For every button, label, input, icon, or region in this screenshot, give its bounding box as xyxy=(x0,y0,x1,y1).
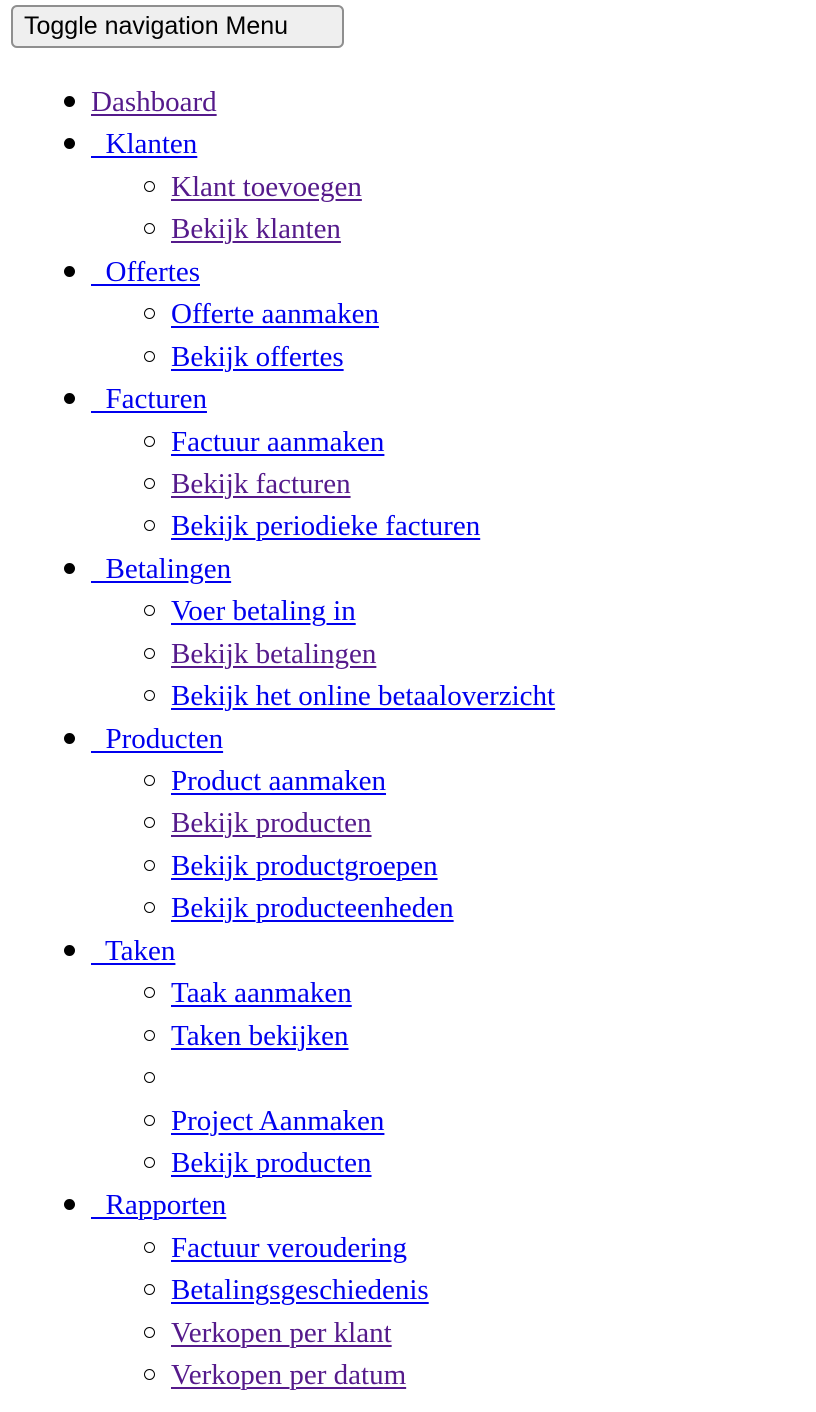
bekijk-periodieke-facturen-link[interactable]: Bekijk periodieke facturen xyxy=(171,510,481,543)
submenu-item xyxy=(0,1227,816,1269)
circle-bullet-icon xyxy=(144,1327,155,1338)
factuur-aanmaken-link[interactable]: Factuur aanmaken xyxy=(171,425,385,458)
klanten-link[interactable]: Klanten xyxy=(91,128,198,161)
bekijk-producteenheden-link[interactable]: Bekijk producteenheden xyxy=(171,892,454,925)
betalingen-link[interactable]: Betalingen xyxy=(91,552,232,585)
circle-bullet-icon xyxy=(144,987,155,998)
bekijk-klanten-link[interactable]: Bekijk klanten xyxy=(171,213,341,246)
betalingsgeschiedenis-link[interactable]: Betalingsgeschiedenis xyxy=(171,1274,429,1307)
circle-bullet-icon xyxy=(144,1115,155,1126)
circle-bullet-icon xyxy=(144,223,155,234)
toggle-navigation-button[interactable]: Toggle navigation Menu xyxy=(11,5,344,48)
klant-toevoegen-link[interactable]: Klant toevoegen xyxy=(171,170,362,203)
menu-item-betalingen xyxy=(0,548,816,590)
circle-bullet-icon xyxy=(144,520,155,531)
submenu-item xyxy=(0,421,816,463)
disc-bullet-icon xyxy=(64,563,75,574)
circle-bullet-icon xyxy=(144,181,155,192)
menu-item-dashboard xyxy=(0,81,816,123)
submenu-item xyxy=(0,1312,816,1354)
submenu-item xyxy=(0,633,816,675)
circle-bullet-icon xyxy=(144,1284,155,1295)
bekijk-facturen-link[interactable]: Bekijk facturen xyxy=(171,467,351,500)
producten-link[interactable]: Producten xyxy=(91,722,224,755)
submenu-item xyxy=(0,208,816,250)
submenu-item xyxy=(0,887,816,929)
bekijk-producten-link[interactable]: Bekijk producten xyxy=(171,807,372,840)
menu-item-taken xyxy=(0,930,816,972)
submenu-item xyxy=(0,166,816,208)
project-aanmaken-link[interactable]: Project Aanmaken xyxy=(171,1104,385,1137)
circle-bullet-icon xyxy=(144,1030,155,1041)
menu-item-rapporten xyxy=(0,1184,816,1226)
circle-bullet-icon xyxy=(144,478,155,489)
submenu-item xyxy=(0,675,816,717)
factuur-veroudering-link[interactable]: Factuur veroudering xyxy=(171,1231,407,1264)
taken-bekijken-link[interactable]: Taken bekijken xyxy=(171,1019,349,1052)
circle-bullet-icon xyxy=(144,436,155,447)
navigation-menu xyxy=(0,81,816,1397)
verkopen-per-datum-link[interactable]: Verkopen per datum xyxy=(171,1359,407,1392)
bekijk-productgroepen-link[interactable]: Bekijk productgroepen xyxy=(171,849,438,882)
circle-bullet-icon xyxy=(144,648,155,659)
circle-bullet-icon xyxy=(144,1242,155,1253)
circle-bullet-icon xyxy=(144,775,155,786)
submenu-item xyxy=(0,1354,816,1396)
bekijk-online-betaaloverzicht-link[interactable]: Bekijk het online betaaloverzicht xyxy=(171,680,556,713)
menu-item-klanten xyxy=(0,123,816,165)
submenu-item xyxy=(0,336,816,378)
submenu-item xyxy=(0,760,816,802)
disc-bullet-icon xyxy=(64,733,75,744)
submenu-item xyxy=(0,1100,816,1142)
circle-bullet-icon xyxy=(144,308,155,319)
menu-item-offertes xyxy=(0,251,816,293)
submenu-item xyxy=(0,845,816,887)
circle-bullet-icon xyxy=(144,902,155,913)
circle-bullet-icon xyxy=(144,1369,155,1380)
disc-bullet-icon xyxy=(64,1199,75,1210)
circle-bullet-icon xyxy=(144,605,155,616)
submenu-item xyxy=(0,972,816,1014)
submenu-item xyxy=(0,1142,816,1184)
bekijk-offertes-link[interactable]: Bekijk offertes xyxy=(171,340,344,373)
circle-bullet-icon xyxy=(144,1072,155,1083)
disc-bullet-icon xyxy=(64,393,75,404)
verkopen-per-klant-link[interactable]: Verkopen per klant xyxy=(171,1316,392,1349)
bekijk-betalingen-link[interactable]: Bekijk betalingen xyxy=(171,637,377,670)
taken-link[interactable]: Taken xyxy=(91,934,176,967)
submenu-item xyxy=(0,293,816,335)
voer-betaling-in-link[interactable]: Voer betaling in xyxy=(171,595,356,628)
submenu-item xyxy=(0,1015,816,1057)
menu-item-producten xyxy=(0,718,816,760)
submenu-item xyxy=(0,590,816,632)
taak-aanmaken-link[interactable]: Taak aanmaken xyxy=(171,977,352,1010)
circle-bullet-icon xyxy=(144,351,155,362)
submenu-item xyxy=(0,463,816,505)
product-aanmaken-link[interactable]: Product aanmaken xyxy=(171,765,387,797)
dashboard-link[interactable]: Dashboard xyxy=(91,86,217,118)
circle-bullet-icon xyxy=(144,817,155,828)
submenu-item xyxy=(0,1269,816,1311)
submenu-item xyxy=(0,505,816,547)
taken-bekijk-producten-link[interactable]: Bekijk producten xyxy=(171,1146,372,1179)
rapporten-link[interactable]: Rapporten xyxy=(91,1189,227,1222)
offertes-link[interactable]: Offertes xyxy=(91,255,200,288)
disc-bullet-icon xyxy=(64,945,75,956)
menu-item-facturen xyxy=(0,378,816,420)
submenu-item xyxy=(0,802,816,844)
facturen-link[interactable]: Facturen xyxy=(91,383,207,416)
disc-bullet-icon xyxy=(64,138,75,149)
submenu-item-empty xyxy=(0,1057,816,1099)
circle-bullet-icon xyxy=(144,1157,155,1168)
circle-bullet-icon xyxy=(144,860,155,871)
disc-bullet-icon xyxy=(64,96,75,107)
offerte-aanmaken-link[interactable]: Offerte aanmaken xyxy=(171,298,379,331)
disc-bullet-icon xyxy=(64,266,75,277)
circle-bullet-icon xyxy=(144,690,155,701)
